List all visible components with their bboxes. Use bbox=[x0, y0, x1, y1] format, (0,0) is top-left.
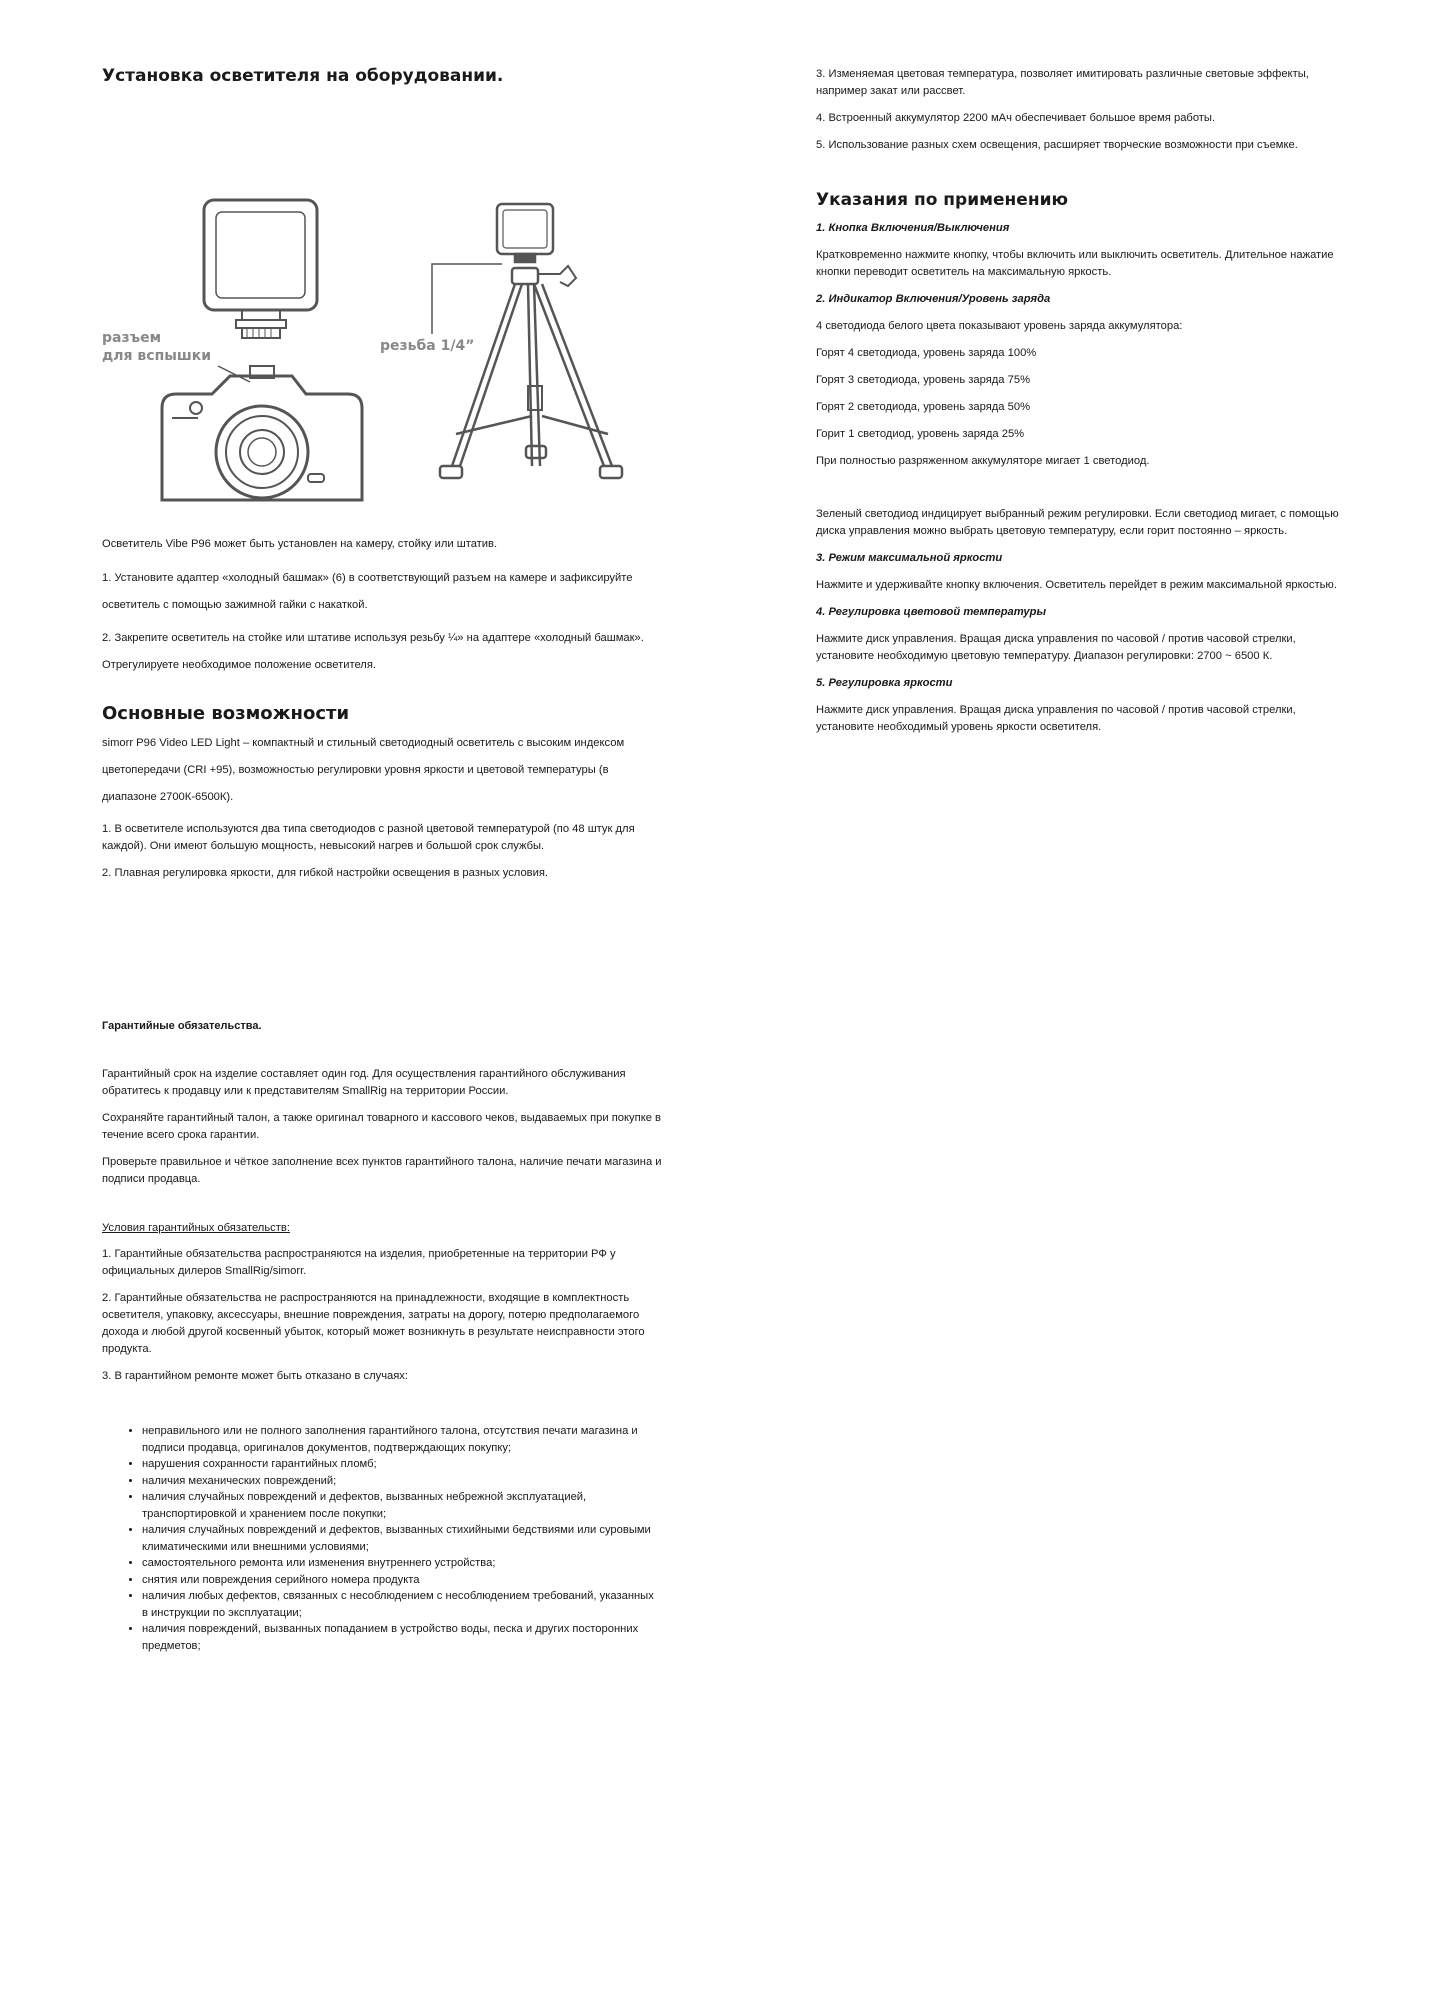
usage-sub-5: 5. Регулировка яркости bbox=[816, 677, 953, 689]
list-item: • наличия любых дефектов, связанных с несоблюдением с несоблюдением требований, указанных в инструкции по эксплуатации; bbox=[142, 1588, 662, 1621]
mounting-illustration bbox=[102, 126, 662, 506]
usage-sub-4: 4. Регулировка цветовой температуры bbox=[816, 606, 1047, 618]
feature-1: 1. В осветителе используются два типа светодиодов с разной цветовой температурой (по 48 штук для каждой). Они имеют большую мощность, невысокий нагрев и большой срок службы. bbox=[102, 823, 635, 852]
feature-3: 3. Изменяемая цветовая температура, позволяет имитировать различные световые эффекты, например закат или рассвет. bbox=[816, 68, 1309, 97]
condition-2: 2. Гарантийные обязательства не распространяются на принадлежности, входящие в комплектность осветителя, упаковку, аксессуары, внешние повреждения, затраты на дорогу, потерю предполагаемого дохода и любой другой косвенный убыток, который может возникнуть в результате неисправности этого продукта. bbox=[102, 1292, 645, 1355]
usage-sub-2-text: 4 светодиода белого цвета показывают уровень заряда аккумулятора: bbox=[816, 320, 1183, 332]
charge-level-1: Горит 1 светодиод, уровень заряда 25% bbox=[816, 428, 1025, 440]
usage-sub-4-text: Нажмите диск управления. Вращая диска управления по часовой / против часовой стрелки, установите необходимую цветовую температуру. Диапазон регулировки: 2700 ~ 6500 К. bbox=[816, 633, 1296, 662]
refusal-list bbox=[102, 1423, 662, 1654]
install-step-2: 2. Закрепите осветитель на стойке или штативе используя резьбу ¼» на адаптере «холодный башмак». Отрегулируете необходимое положение осветителя. bbox=[102, 632, 644, 671]
condition-1: 1. Гарантийные обязательства распространяются на изделия, приобретенные на территории РФ у официальных дилеров SmallRig/simorr. bbox=[102, 1248, 616, 1277]
warranty-para-2: Сохраняйте гарантийный талон, а также оригинал товарного и кассового чеков, выдаваемых при покупке в течение всего срока гарантии. bbox=[102, 1112, 661, 1141]
feature-5: 5. Использование разных схем освещения, расширяет творческие возможности при съемке. bbox=[816, 139, 1298, 151]
led-panel-icon bbox=[204, 200, 317, 338]
usage-sub-2: 2. Индикатор Включения/Уровень заряда bbox=[816, 293, 1051, 305]
list-item: • самостоятельного ремонта или изменения внутреннего устройства; bbox=[142, 1555, 662, 1572]
feature-2: 2. Плавная регулировка яркости, для гибкой настройки освещения в разных условия. bbox=[102, 867, 549, 879]
charge-level-2: Горят 2 светодиода, уровень заряда 50% bbox=[816, 401, 1031, 413]
list-item: • наличия механических повреждений; bbox=[142, 1473, 662, 1490]
usage-sub-1: 1. Кнопка Включения/Выключения bbox=[816, 222, 1010, 234]
install-title: Установка осветителя на оборудовании. bbox=[102, 66, 504, 86]
thread-label: резьба 1/4” bbox=[380, 338, 475, 354]
charge-level-empty: При полностью разряженном аккумуляторе мигает 1 светодиод. bbox=[816, 455, 1150, 467]
tripod-icon bbox=[440, 266, 622, 478]
charge-level-3: Горят 3 светодиода, уровень заряда 75% bbox=[816, 374, 1031, 386]
install-text bbox=[102, 536, 662, 679]
tripod-led-panel-icon bbox=[497, 204, 553, 262]
install-step-1: 1. Установите адаптер «холодный башмак» (6) в соответствующий разъем на камере и зафиксируйте осветитель с помощью зажимной гайки с накаткой. bbox=[102, 572, 633, 611]
camera-icon bbox=[162, 366, 362, 500]
flash-label-2: для вспышки bbox=[102, 348, 212, 364]
features-title: Основные возможности bbox=[102, 703, 350, 724]
usage-sub-3-text: Нажмите и удерживайте кнопку включения. Осветитель перейдет в режим максимальной яркостью. bbox=[816, 579, 1337, 591]
usage-sub-3: 3. Режим максимальной яркости bbox=[816, 552, 1003, 564]
left-column bbox=[102, 66, 662, 1654]
list-item: • нарушения сохранности гарантийных пломб; bbox=[142, 1456, 662, 1473]
warranty-para-3: Проверьте правильное и чёткое заполнение всех пунктов гарантийного талона, наличие печати магазина и подписи продавца. bbox=[102, 1156, 662, 1185]
list-item: • снятия или повреждения серийного номера продукта bbox=[142, 1572, 662, 1589]
list-item: • наличия повреждений, вызванных попаданием в устройство воды, песка и других посторонних предметов; bbox=[142, 1621, 662, 1654]
list-item: • наличия случайных повреждений и дефектов, вызванных стихийными бедствиями или суровыми климатическими или внешними условиями; bbox=[142, 1522, 662, 1555]
right-column bbox=[816, 66, 1351, 736]
install-intro: Осветитель Vibe P96 может быть установлен на камеру, стойку или штатив. bbox=[102, 538, 498, 550]
usage-sub-5-text: Нажмите диск управления. Вращая диска управления по часовой / против часовой стрелки, установите необходимый уровень яркости осветителя. bbox=[816, 704, 1296, 733]
usage-title: Указания по применению bbox=[816, 190, 1069, 210]
warranty-title: Гарантийные обязательства. bbox=[102, 1020, 262, 1032]
flash-label-1: разъем bbox=[102, 330, 162, 346]
list-item: • наличия случайных повреждений и дефектов, вызванных небрежной эксплуатацией, транспортировкой и хранением после покупки; bbox=[142, 1489, 662, 1522]
features-intro: simorr P96 Video LED Light – компактный и стильный светодиодный осветитель с высоким индексом цветопередачи (CRI +95), возможностью регулировки уровня яркости и цветовой температуры (в диапазоне 2700К-6500К). bbox=[102, 737, 625, 803]
list-item: • неправильного или не полного заполнения гарантийного талона, отсутствия печати магазина и подписи продавца, оригиналов документов, подтверждающих покупку; bbox=[142, 1423, 662, 1456]
conditions-title: Условия гарантийных обязательств: bbox=[102, 1222, 290, 1234]
warranty-para-1: Гарантийный срок на изделие составляет один год. Для осуществления гарантийного обслуживания обратитесь к продавцу или к представителям SmallRig на территории России. bbox=[102, 1068, 626, 1097]
green-led-text: Зеленый светодиод индицирует выбранный режим регулировки. Если светодиод мигает, с помощью диска управления можно выбрать цветовую температуру, если горит постоянно – яркость. bbox=[816, 508, 1339, 537]
usage-sub-1-text: Кратковременно нажмите кнопку, чтобы включить или выключить осветитель. Длительное нажатие кнопки переводит осветитель на максимальную яркость. bbox=[816, 249, 1334, 278]
feature-4: 4. Встроенный аккумулятор 2200 мАч обеспечивает большое время работы. bbox=[816, 112, 1216, 124]
condition-3: 3. В гарантийном ремонте может быть отказано в случаях: bbox=[102, 1370, 409, 1382]
charge-level-4: Горят 4 светодиода, уровень заряда 100% bbox=[816, 347, 1037, 359]
